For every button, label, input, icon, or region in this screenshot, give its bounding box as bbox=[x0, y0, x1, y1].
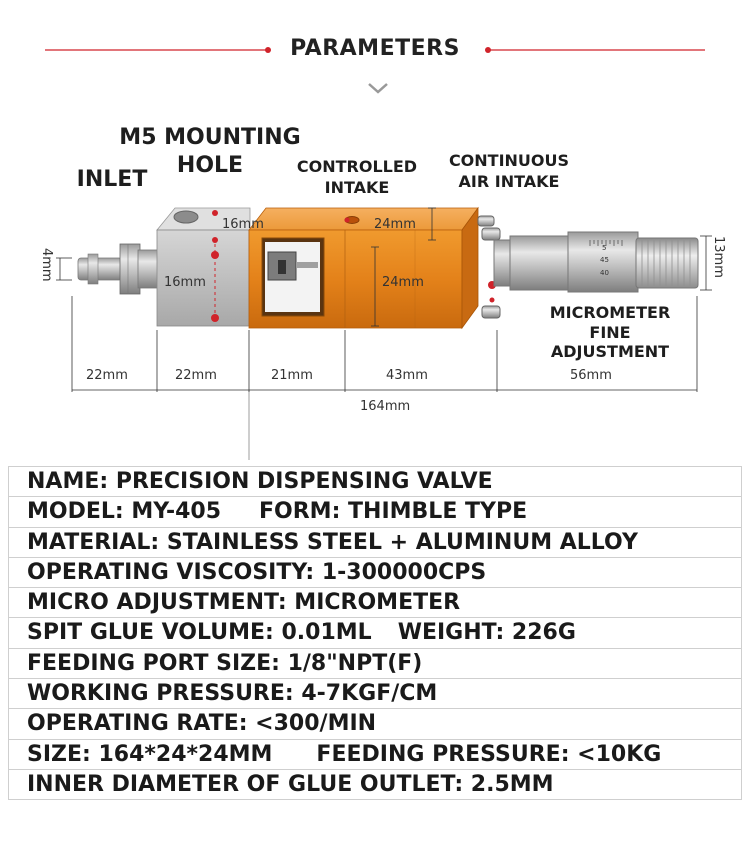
dim-micrometer-diameter: 13mm bbox=[711, 236, 726, 278]
callout-inlet: INLET bbox=[76, 167, 148, 192]
callout-micrometer-line3: ADJUSTMENT bbox=[550, 342, 670, 362]
dim-hole-top: 16mm bbox=[222, 217, 264, 232]
page-title: PARAMETERS bbox=[290, 36, 460, 61]
spec-row-name: NAME: PRECISION DISPENSING VALVE bbox=[8, 467, 742, 497]
dim-seg-1: 22mm bbox=[86, 368, 128, 383]
dim-body-side: 24mm bbox=[382, 275, 424, 290]
spec-row-model-form: MODEL: MY-405 FORM: THIMBLE TYPE bbox=[8, 497, 742, 527]
callout-m5-line1: M5 MOUNTING bbox=[119, 125, 301, 150]
callout-continuous-line1: CONTINUOUS bbox=[448, 151, 570, 170]
scale-label-1: 5 bbox=[602, 244, 607, 252]
spec-table bbox=[8, 466, 742, 800]
dim-inlet-diameter: 4mm bbox=[39, 248, 54, 282]
dim-seg-5: 56mm bbox=[570, 368, 612, 383]
dim-seg-3: 21mm bbox=[271, 368, 313, 383]
callout-micrometer-fine-adjustment bbox=[532, 304, 688, 361]
scale-label-3: 40 bbox=[600, 269, 609, 277]
aluminum-body bbox=[249, 208, 478, 328]
spec-row-micro-adjustment: MICRO ADJUSTMENT: MICROMETER bbox=[8, 588, 742, 618]
callout-continuous-line2: AIR INTAKE bbox=[458, 171, 560, 191]
dim-body-top: 24mm bbox=[374, 217, 416, 232]
spec-row-outlet-diameter: INNER DIAMETER OF GLUE OUTLET: 2.5MM bbox=[8, 770, 742, 800]
spec-row-viscosity: OPERATING VISCOSITY: 1-300000CPS bbox=[8, 558, 742, 588]
callout-micrometer-line2: FINE bbox=[589, 322, 631, 342]
callout-micrometer-line1: MICROMETER bbox=[549, 303, 671, 322]
dim-total-length: 164mm bbox=[360, 399, 411, 414]
spec-row-working-pressure: WORKING PRESSURE: 4-7KGF/CM bbox=[8, 679, 742, 709]
callout-controlled-line1: CONTROLLED bbox=[296, 157, 418, 176]
spec-row-feeding-port: FEEDING PORT SIZE: 1/8"NPT(F) bbox=[8, 649, 742, 679]
inlet-fitting bbox=[78, 244, 158, 294]
scale-label-2: 45 bbox=[600, 256, 609, 264]
spec-row-size-feeding-pressure: SIZE: 164*24*24MM FEEDING PRESSURE: <10KG bbox=[8, 740, 742, 770]
micrometer bbox=[494, 232, 698, 292]
spec-row-material: MATERIAL: STAINLESS STEEL + ALUMINUM ALLOY bbox=[8, 528, 742, 558]
callout-controlled-intake bbox=[282, 158, 432, 196]
callout-controlled-line2: INTAKE bbox=[324, 177, 390, 197]
dim-seg-2: 22mm bbox=[175, 368, 217, 383]
spec-row-operating-rate: OPERATING RATE: <300/MIN bbox=[8, 709, 742, 739]
dim-seg-4: 43mm bbox=[386, 368, 428, 383]
dim-hole-side: 16mm bbox=[164, 275, 206, 290]
spec-row-volume-weight: SPIT GLUE VOLUME: 0.01ML WEIGHT: 226G bbox=[8, 618, 742, 648]
callout-continuous-air-intake bbox=[434, 152, 584, 190]
callout-m5-line2: HOLE bbox=[176, 153, 244, 179]
